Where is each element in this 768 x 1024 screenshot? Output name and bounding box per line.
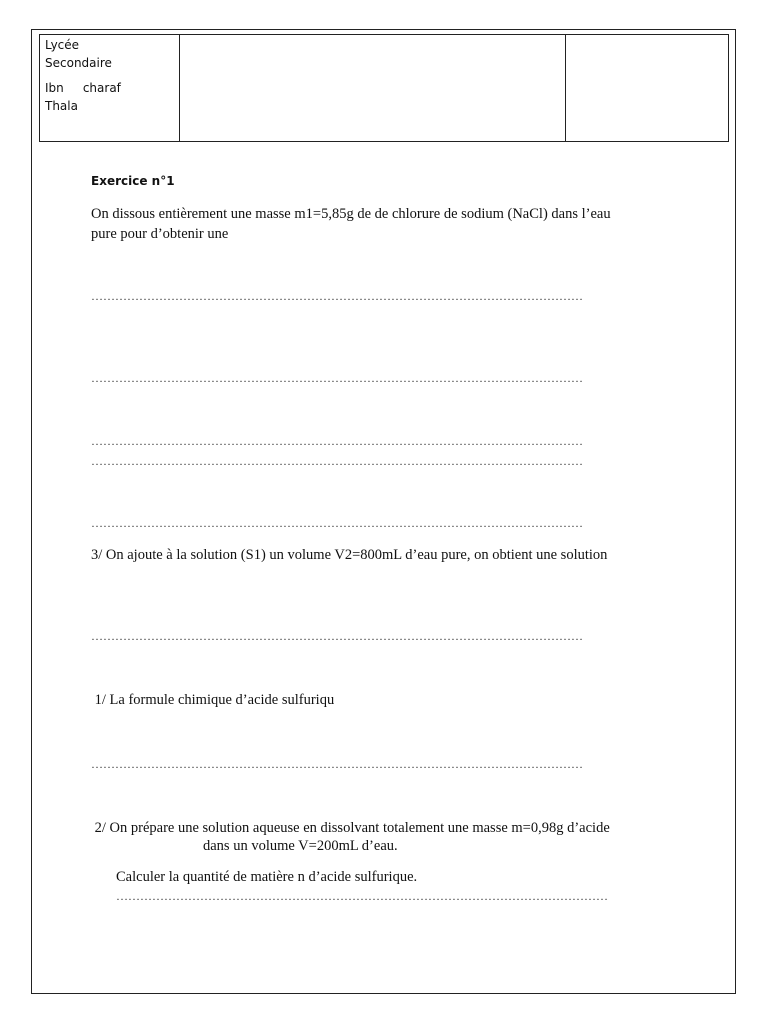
school-line-2: Secondaire [45, 56, 112, 70]
answer-dots-line: …………………………………………………………………………………………………………… [91, 516, 583, 530]
school-line-3: Ibn charaf [45, 81, 121, 95]
header-school-cell [40, 35, 180, 141]
part2-question-1: 1/ La formule chimique d’acide sulfuriqu [91, 692, 335, 708]
school-line-4: Thala [45, 99, 78, 113]
intro-line-1: On dissous entièrement une masse m1=5,85g de de chlorure de sodium (NaCl) dans l’eau [91, 206, 611, 222]
intro-line-2: pure pour d’obtenir une [91, 226, 229, 242]
question-3: 3/ On ajoute à la solution (S1) un volume V2=800mL d’eau pure, on obtient une solution [91, 547, 608, 563]
school-line-1: Lycée [45, 38, 80, 52]
school-name [45, 36, 121, 115]
answer-dots-line: …………………………………………………………………………………………………………… [91, 454, 583, 468]
answer-dots-line: …………………………………………………………………………………………………………… [91, 757, 583, 771]
exercise-title: Exercice n°1 [91, 174, 175, 188]
header-table [39, 34, 729, 142]
header-title-cell [180, 35, 566, 141]
answer-dots-line: …………………………………………………………………………………………………………… [91, 629, 583, 643]
answer-dots-line: …………………………………………………………………………………………………………… [91, 289, 583, 303]
part2-question-2-line-1: 2/ On prépare une solution aqueuse en dissolvant totalement une masse m=0,98g d’acide [91, 820, 610, 836]
part2-question-2-line-2: dans un volume V=200mL d’eau. [203, 838, 398, 854]
answer-dots-line: …………………………………………………………………………………………………………… [116, 889, 608, 903]
header-grade-cell [566, 35, 730, 141]
part2-question-2-task: Calculer la quantité de matière n d’acide sulfurique. [116, 869, 418, 885]
answer-dots-line: …………………………………………………………………………………………………………… [91, 371, 583, 385]
answer-dots-line: …………………………………………………………………………………………………………… [91, 434, 583, 448]
